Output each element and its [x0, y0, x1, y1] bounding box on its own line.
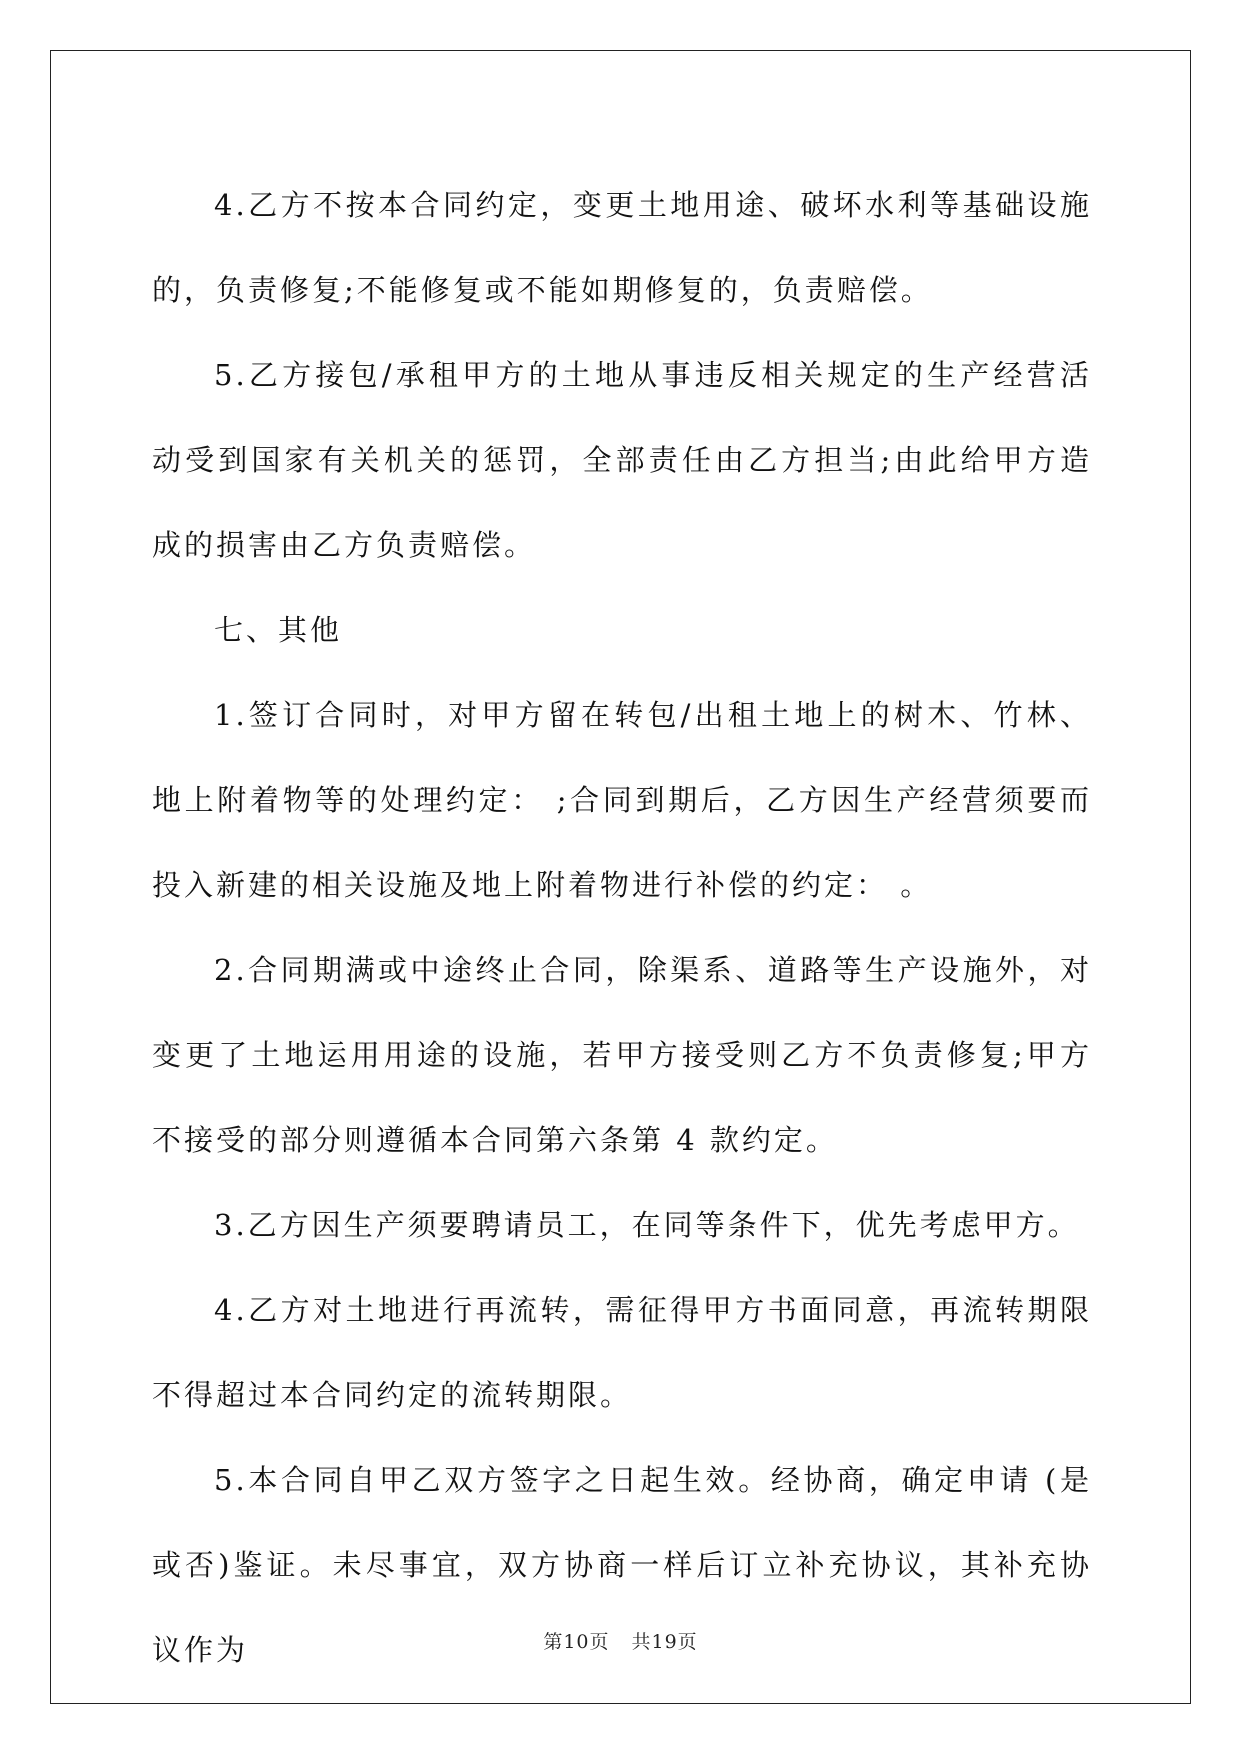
paragraph-clause-7-1: 1.签订合同时，对甲方留在转包/出租土地上的树木、竹林、地上附着物等的处理约定： ;合同到期后，乙方因生产经营须要而投入新建的相关设施及地上附着物进行补偿的约定： 。: [152, 698, 1092, 902]
paragraph-clause-7-2: 2.合同期满或中途终止合同，除渠系、道路等生产设施外，对变更了土地运用用途的设施，若甲方接受则乙方不负责修复;甲方不接受的部分则遵循本合同第六条第 4 款约定。: [152, 953, 1092, 1157]
paragraph-clause-7-3: 3.乙方因生产须要聘请员工，在同等条件下，优先考虑甲方。: [214, 1208, 1080, 1242]
document-body: [152, 163, 1092, 1693]
section-heading-other: 七、其他: [214, 613, 343, 647]
page-footer: [0, 1630, 1241, 1654]
paragraph-clause-7-4: 4.乙方对土地进行再流转，需征得甲方书面同意，再流转期限不得超过本合同约定的流转期限。: [152, 1293, 1092, 1412]
paragraph-clause-6-5: 5.乙方接包/承租甲方的土地从事违反相关规定的生产经营活动受到国家有关机关的惩罚，全部责任由乙方担当;由此给甲方造成的损害由乙方负责赔偿。: [152, 358, 1092, 562]
paragraph-clause-7-5: 5.本合同自甲乙双方签字之日起生效。经协商，确定申请 (是或否)鉴证。未尽事宜，双方协商一样后订立补充协议，其补充协议作为: [152, 1463, 1092, 1667]
page-number-total: 共19页: [631, 1631, 698, 1653]
paragraph-clause-6-4: 4.乙方不按本合同约定，变更土地用途、破坏水利等基础设施的，负责修复;不能修复或不能如期修复的，负责赔偿。: [152, 188, 1092, 307]
page-number-current: 第10页: [543, 1631, 610, 1653]
